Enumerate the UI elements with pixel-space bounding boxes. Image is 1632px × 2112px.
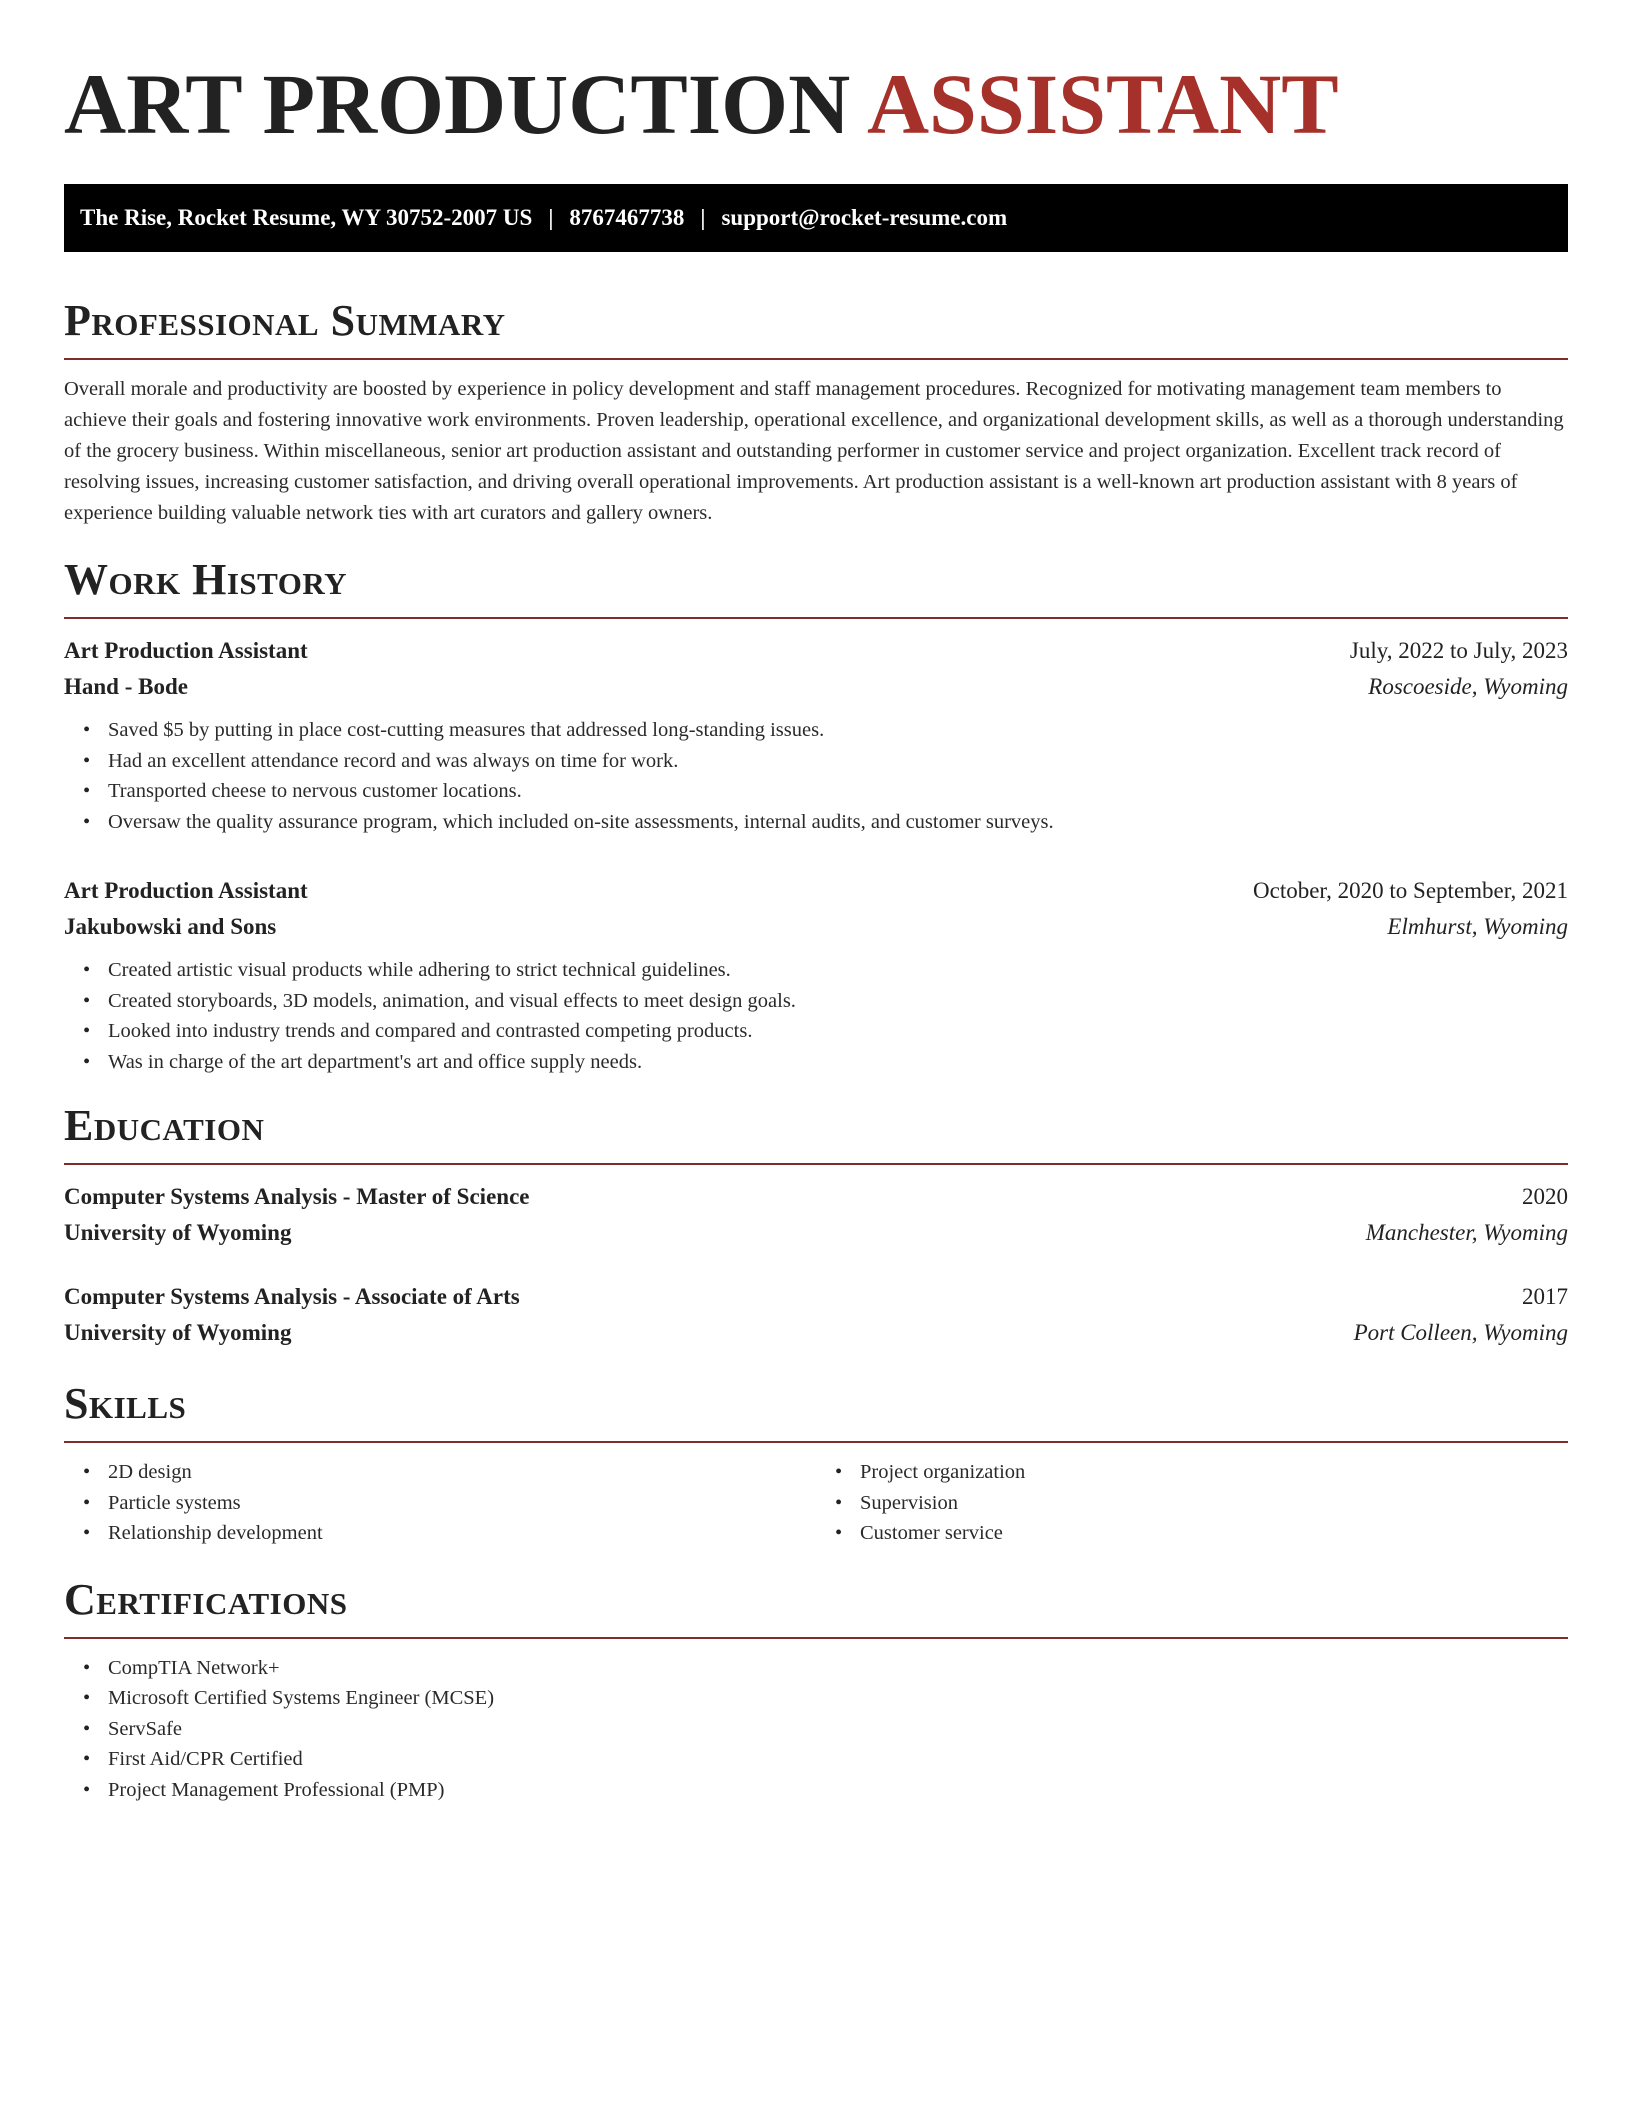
job-bullet: • Was in charge of the art department's art and office supply needs. (108, 1047, 1568, 1078)
job-entry (64, 873, 1568, 1077)
skills-grid (64, 1457, 1568, 1549)
education-location: Port Colleen, Wyoming (1353, 1320, 1568, 1345)
name-accent: ASSISTANT (866, 56, 1339, 152)
job-entry (64, 633, 1568, 837)
skills-list-left (64, 1457, 816, 1549)
education-year: 2020 (1522, 1184, 1568, 1209)
education-school: University of Wyoming (64, 1220, 292, 1245)
skills-list-right (816, 1457, 1568, 1549)
summary-section (64, 296, 1568, 529)
job-bullet: • Transported cheese to nervous customer locations. (108, 776, 1568, 807)
certification-item: • Microsoft Certified Systems Engineer (MCSE) (108, 1683, 1568, 1714)
education-school: University of Wyoming (64, 1320, 292, 1345)
education-entry (64, 1279, 1568, 1351)
skill-item: • 2D design (108, 1457, 816, 1488)
certification-item: • ServSafe (108, 1714, 1568, 1745)
skills-section (64, 1379, 1568, 1549)
education-degree-row (64, 1179, 1568, 1215)
section-title-work-history: Work History (64, 555, 348, 604)
education-degree: Computer Systems Analysis - Master of Science (64, 1184, 530, 1209)
job-bullets (64, 715, 1568, 837)
education-entry (64, 1179, 1568, 1251)
skill-item: • Project organization (860, 1457, 1568, 1488)
name-main: ART PRODUCTION (64, 56, 851, 152)
job-bullet: • Looked into industry trends and compared and contrasted competing products. (108, 1016, 1568, 1047)
contact-phone: 8767467738 (569, 205, 685, 230)
section-title-certifications: Certifications (64, 1574, 348, 1624)
job-company: Jakubowski and Sons (64, 914, 277, 939)
contact-address: The Rise, Rocket Resume, WY 30752-2007 US (80, 205, 533, 230)
certification-item: • Project Management Professional (PMP) (108, 1775, 1568, 1806)
certifications-section (64, 1575, 1568, 1806)
job-bullet: • Oversaw the quality assurance program, which included on-site assessments, internal audits, and customer surveys. (108, 807, 1568, 838)
job-bullets (64, 955, 1568, 1077)
summary-text: Overall morale and productivity are boosted by experience in policy development and staff management procedures. Recognized for motivating management team members to achieve their goals and fostering innovative work environments. Proven leadership, operational excellence, and organizational development skills, as well as a thorough understanding of the grocery business. Within miscellaneous, senior art production assistant and outstanding performer in customer service and project organization. Excellent track record of resolving issues, increasing customer satisfaction, and driving overall operational improvements. Art production assistant is a well-known art production assistant with 8 years of experience building valuable network ties with art curators and gallery owners. (64, 378, 1564, 524)
skill-item: • Relationship development (108, 1518, 816, 1549)
job-dates: July, 2022 to July, 2023 (1349, 638, 1568, 663)
section-title-education: Education (64, 1101, 265, 1150)
job-company: Hand - Bode (64, 674, 188, 699)
contact-bar (64, 184, 1568, 252)
education-section (64, 1101, 1568, 1351)
job-bullet: • Created artistic visual products while adhering to strict technical guidelines. (108, 955, 1568, 986)
job-header-row (64, 873, 1568, 909)
job-location: Roscoeside, Wyoming (1368, 674, 1568, 699)
skill-item: • Supervision (860, 1488, 1568, 1519)
section-divider (64, 1163, 1568, 1165)
section-divider (64, 1637, 1568, 1639)
contact-separator: | (700, 205, 706, 230)
certification-item: • First Aid/CPR Certified (108, 1744, 1568, 1775)
job-header-row (64, 633, 1568, 669)
education-degree-row (64, 1279, 1568, 1315)
certification-item: • CompTIA Network+ (108, 1653, 1568, 1684)
job-role: Art Production Assistant (64, 638, 308, 663)
education-year: 2017 (1522, 1284, 1568, 1309)
job-bullet: • Created storyboards, 3D models, animation, and visual effects to meet design goals. (108, 986, 1568, 1017)
job-company-row (64, 909, 1568, 945)
resume-name-heading (64, 56, 1568, 152)
education-school-row (64, 1315, 1568, 1351)
work-history-section (64, 555, 1568, 1077)
section-divider (64, 358, 1568, 360)
education-location: Manchester, Wyoming (1365, 1220, 1568, 1245)
section-divider (64, 617, 1568, 619)
education-school-row (64, 1215, 1568, 1251)
job-bullet: • Saved $5 by putting in place cost-cutting measures that addressed long-standing issues. (108, 715, 1568, 746)
contact-email: support@rocket-resume.com (721, 205, 1008, 230)
job-location: Elmhurst, Wyoming (1387, 914, 1568, 939)
certifications-list (64, 1653, 1568, 1806)
job-dates: October, 2020 to September, 2021 (1253, 878, 1568, 903)
skill-item: • Customer service (860, 1518, 1568, 1549)
contact-separator: | (548, 205, 554, 230)
section-title-skills: Skills (64, 1379, 187, 1428)
section-title-summary: Professional Summary (64, 296, 506, 345)
education-degree: Computer Systems Analysis - Associate of Arts (64, 1284, 520, 1309)
job-company-row (64, 669, 1568, 705)
skill-item: • Particle systems (108, 1488, 816, 1519)
section-divider (64, 1441, 1568, 1443)
job-bullet: • Had an excellent attendance record and was always on time for work. (108, 746, 1568, 777)
job-role: Art Production Assistant (64, 878, 308, 903)
